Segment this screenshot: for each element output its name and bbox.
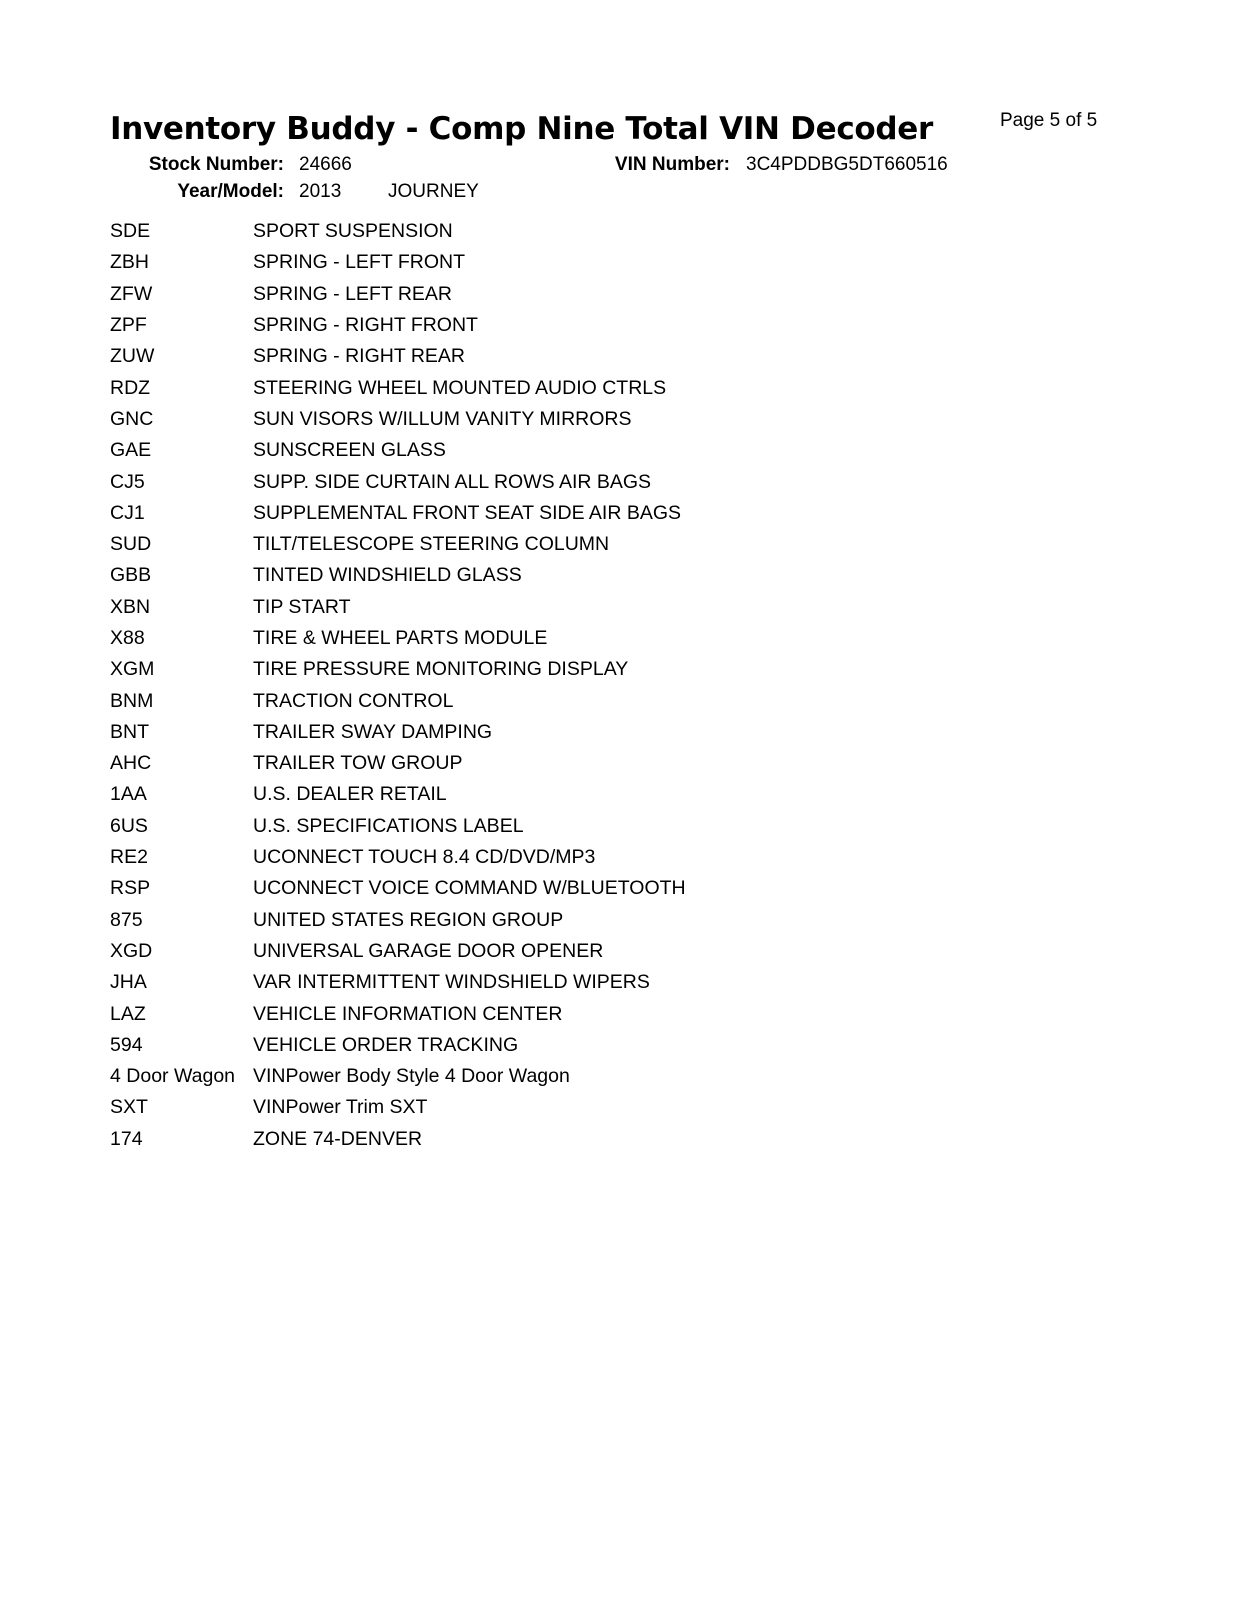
option-code: 875 xyxy=(110,908,143,931)
option-description: STEERING WHEEL MOUNTED AUDIO CTRLS xyxy=(253,376,667,399)
option-description: TIP START xyxy=(253,595,351,618)
option-description: TIRE & WHEEL PARTS MODULE xyxy=(253,627,548,649)
vin-number-label: VIN Number: xyxy=(614,154,730,175)
option-description: VEHICLE INFORMATION CENTER xyxy=(253,1002,563,1025)
page-indicator: Page 5 of 5 xyxy=(1000,110,1098,131)
option-code: CJ5 xyxy=(110,470,145,493)
option-row xyxy=(110,1092,910,1123)
option-code: ZPF xyxy=(110,314,147,337)
option-code: CJ1 xyxy=(110,501,145,524)
option-code: X88 xyxy=(110,627,145,649)
option-code: 594 xyxy=(110,1033,143,1056)
option-row xyxy=(110,529,910,560)
option-description: TINTED WINDSHIELD GLASS xyxy=(253,564,522,587)
option-description: VINPower Body Style 4 Door Wagon xyxy=(253,1065,570,1088)
option-code: JHA xyxy=(110,971,147,994)
year-value: 2013 xyxy=(299,181,342,202)
option-row xyxy=(110,435,910,466)
option-code: XGM xyxy=(110,658,155,681)
option-code: ZFW xyxy=(110,282,153,305)
option-code: ZBH xyxy=(110,251,149,274)
option-description: SUPPLEMENTAL FRONT SEAT SIDE AIR BAGS xyxy=(253,501,682,524)
option-code: GBB xyxy=(110,564,152,587)
option-code: 1AA xyxy=(110,783,147,806)
option-description: SPRING - LEFT FRONT xyxy=(253,251,465,274)
option-code: GNC xyxy=(110,407,154,430)
option-description: ZONE 74-DENVER xyxy=(253,1127,423,1150)
stock-number-label: Stock Number: xyxy=(148,154,284,175)
year-model-label: Year/Model: xyxy=(177,181,284,202)
option-description: UCONNECT VOICE COMMAND W/BLUETOOTH xyxy=(253,877,686,900)
option-description: UCONNECT TOUCH 8.4 CD/DVD/MP3 xyxy=(253,846,596,869)
option-description: U.S. SPECIFICATIONS LABEL xyxy=(253,814,524,837)
option-row xyxy=(110,560,910,591)
option-description: SUNSCREEN GLASS xyxy=(253,439,446,462)
option-row xyxy=(110,685,910,716)
option-code: LAZ xyxy=(110,1002,146,1025)
option-description: UNITED STATES REGION GROUP xyxy=(253,908,564,931)
option-description: TRAILER TOW GROUP xyxy=(253,752,463,775)
option-code: RDZ xyxy=(110,376,151,399)
option-row xyxy=(110,247,910,278)
option-row xyxy=(110,998,910,1029)
option-row xyxy=(110,936,910,967)
option-row xyxy=(110,873,910,904)
option-description: TRACTION CONTROL xyxy=(253,689,454,712)
option-row xyxy=(110,404,910,435)
option-row xyxy=(110,748,910,779)
option-code: XGD xyxy=(110,939,153,962)
option-code: SUD xyxy=(110,533,152,556)
option-row xyxy=(110,372,910,403)
option-row xyxy=(110,842,910,873)
option-code: RE2 xyxy=(110,846,148,869)
option-row xyxy=(110,466,910,497)
option-description: SPRING - LEFT REAR xyxy=(253,282,453,305)
option-row xyxy=(110,216,910,247)
option-description: SUN VISORS W/ILLUM VANITY MIRRORS xyxy=(253,407,632,430)
option-code: RSP xyxy=(110,877,151,900)
model-value: JOURNEY xyxy=(388,181,479,202)
option-description: SPRING - RIGHT REAR xyxy=(253,345,465,368)
option-list xyxy=(110,216,910,1155)
option-code: SXT xyxy=(110,1096,148,1119)
option-description: TIRE PRESSURE MONITORING DISPLAY xyxy=(253,658,629,681)
option-row xyxy=(110,1124,910,1155)
option-description: SUPP. SIDE CURTAIN ALL ROWS AIR BAGS xyxy=(253,470,652,493)
option-description: VEHICLE ORDER TRACKING xyxy=(253,1033,519,1056)
option-description: VINPower Trim SXT xyxy=(253,1096,428,1119)
option-row xyxy=(110,623,910,654)
option-code: AHC xyxy=(110,752,152,775)
option-row xyxy=(110,498,910,529)
option-description: SPORT SUSPENSION xyxy=(253,220,453,243)
option-row xyxy=(110,310,910,341)
option-row xyxy=(110,341,910,372)
option-description: U.S. DEALER RETAIL xyxy=(253,783,447,806)
option-code: 4 Door Wagon xyxy=(110,1065,236,1088)
option-code: GAE xyxy=(110,439,152,462)
option-description: TILT/TELESCOPE STEERING COLUMN xyxy=(253,533,610,556)
option-row xyxy=(110,905,910,936)
option-row xyxy=(110,779,910,810)
option-row xyxy=(110,717,910,748)
option-code: 6US xyxy=(110,814,148,837)
option-row xyxy=(110,811,910,842)
stock-number-value: 24666 xyxy=(299,154,352,175)
option-row xyxy=(110,654,910,685)
option-code: SDE xyxy=(110,220,151,243)
option-code: ZUW xyxy=(110,345,155,368)
option-description: VAR INTERMITTENT WINDSHIELD WIPERS xyxy=(253,971,650,994)
option-row xyxy=(110,279,910,310)
option-description: UNIVERSAL GARAGE DOOR OPENER xyxy=(253,939,604,962)
option-description: TRAILER SWAY DAMPING xyxy=(253,720,493,743)
option-code: BNM xyxy=(110,689,154,712)
option-row xyxy=(110,1030,910,1061)
option-code: BNT xyxy=(110,720,149,743)
report-title: Inventory Buddy - Comp Nine Total VIN Decoder xyxy=(110,111,934,147)
option-description: SPRING - RIGHT FRONT xyxy=(253,314,478,337)
option-row xyxy=(110,1061,910,1092)
option-row xyxy=(110,967,910,998)
option-code: 174 xyxy=(110,1127,143,1150)
option-row xyxy=(110,592,910,623)
vin-number-value: 3C4PDDBG5DT660516 xyxy=(746,154,948,175)
option-code: XBN xyxy=(110,595,151,618)
